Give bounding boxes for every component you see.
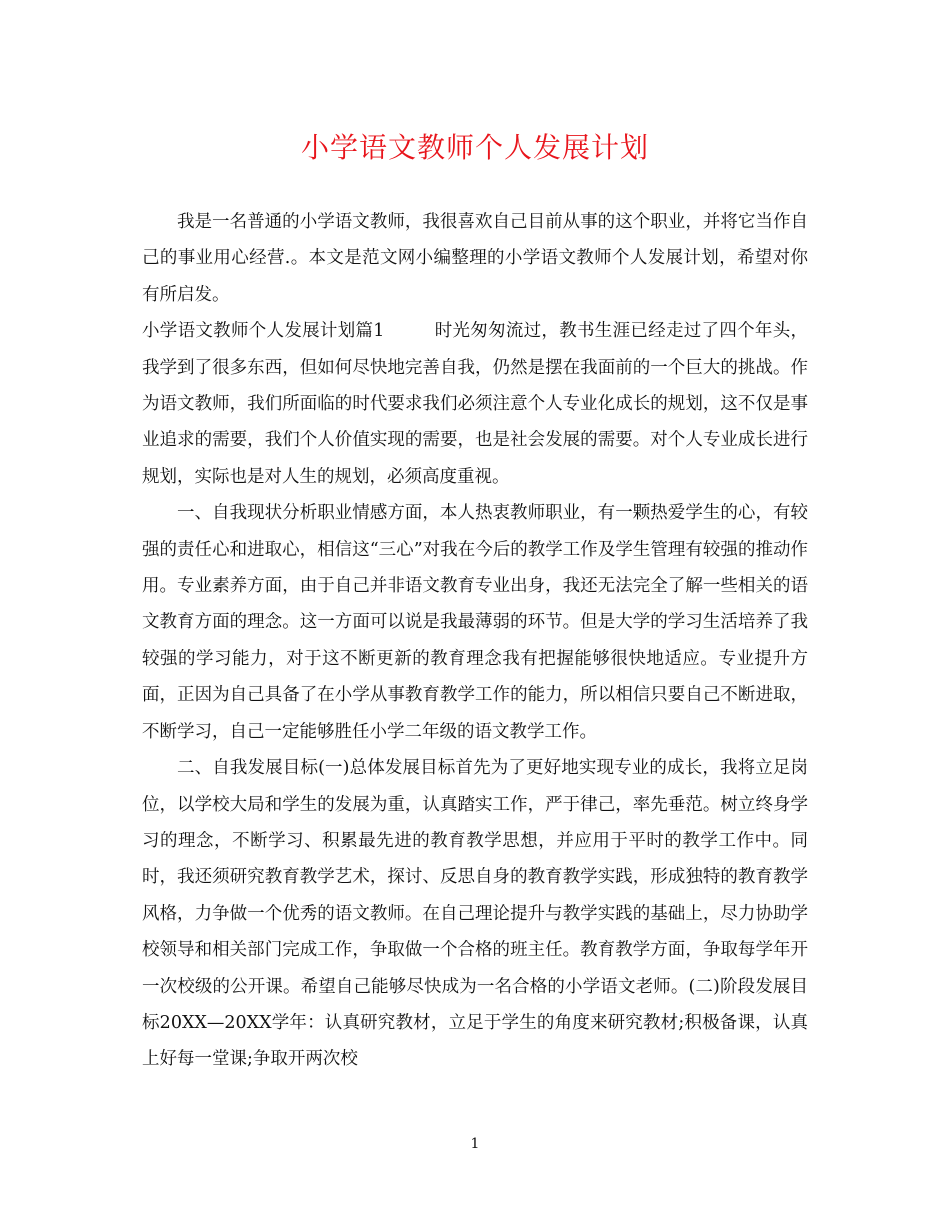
page-number: 1 [470, 1136, 480, 1152]
intro-paragraph: 我是一名普通的小学语文教师，我很喜欢自己目前从事的这个职业，并将它当作自己的事业用心经营.。本文是范文网小编整理的小学语文教师个人发展计划，希望对你有所启发。 [142, 212, 808, 305]
document-body [142, 204, 808, 1078]
section-label: 小学语文教师个人发展计划篇1 [142, 321, 385, 342]
section-opening: 时光匆匆流过，教书生涯已经走过了四个年头，我学到了很多东西，但如何尽快地完善自我，仍然是摆在我面前的一个巨大的挑战。作为语文教师，我们所面临的时代要求我们必须注意个人专业化成长的规划，这不仅是事业追求的需要，我们个人价值实现的需要，也是社会发展的需要。对个人专业成长进行规划，实际也是对人生的规划，必须高度重视。 [142, 321, 808, 487]
part-two-paragraph: 二、自我发展目标(一)总体发展目标首先为了更好地实现专业的成长，我将立足岗位，以学校大局和学生的发展为重，认真踏实工作，严于律己，率先垂范。树立终身学习的理念，不断学习、积累最先进的教育教学思想，并应用于平时的教学工作中。同时，我还须研究教育教学艺术，探讨、反思自身的教育教学实践，形成独特的教育教学风格，力争做一个优秀的语文教师。在自己理论提升与教学实践的基础上，尽力协助学校领导和相关部门完成工作，争取做一个合格的班主任。教育教学方面，争取每学年开一次校级的公开课。希望自己能够尽快成为一名合格的小学语文老师。(二)阶段发展目标20XX—20XX学年：认真研究教材，立足于学生的角度来研究教材;积极备课，认真上好每一堂课;争取开两次校 [142, 758, 808, 1070]
part-one-paragraph: 一、自我现状分析职业情感方面，本人热衷教师职业，有一颗热爱学生的心，有较强的责任心和进取心，相信这“三心”对我在今后的教学工作及学生管理有较强的推动作用。专业素养方面，由于自己并非语文教育专业出身，我还无法完全了解一些相关的语文教育方面的理念。这一方面可以说是我最薄弱的环节。但是大学的学习生活培养了我较强的学习能力，对于这不断更新的教育理念我有把握能够很快地适应。专业提升方面，正因为自己具备了在小学从事教育教学工作的能力，所以相信只要自己不断进取，不断学习，自己一定能够胜任小学二年级的语文教学工作。 [142, 503, 808, 742]
document-title: 小学语文教师个人发展计划 [300, 131, 649, 164]
section-paragraph [142, 313, 808, 495]
